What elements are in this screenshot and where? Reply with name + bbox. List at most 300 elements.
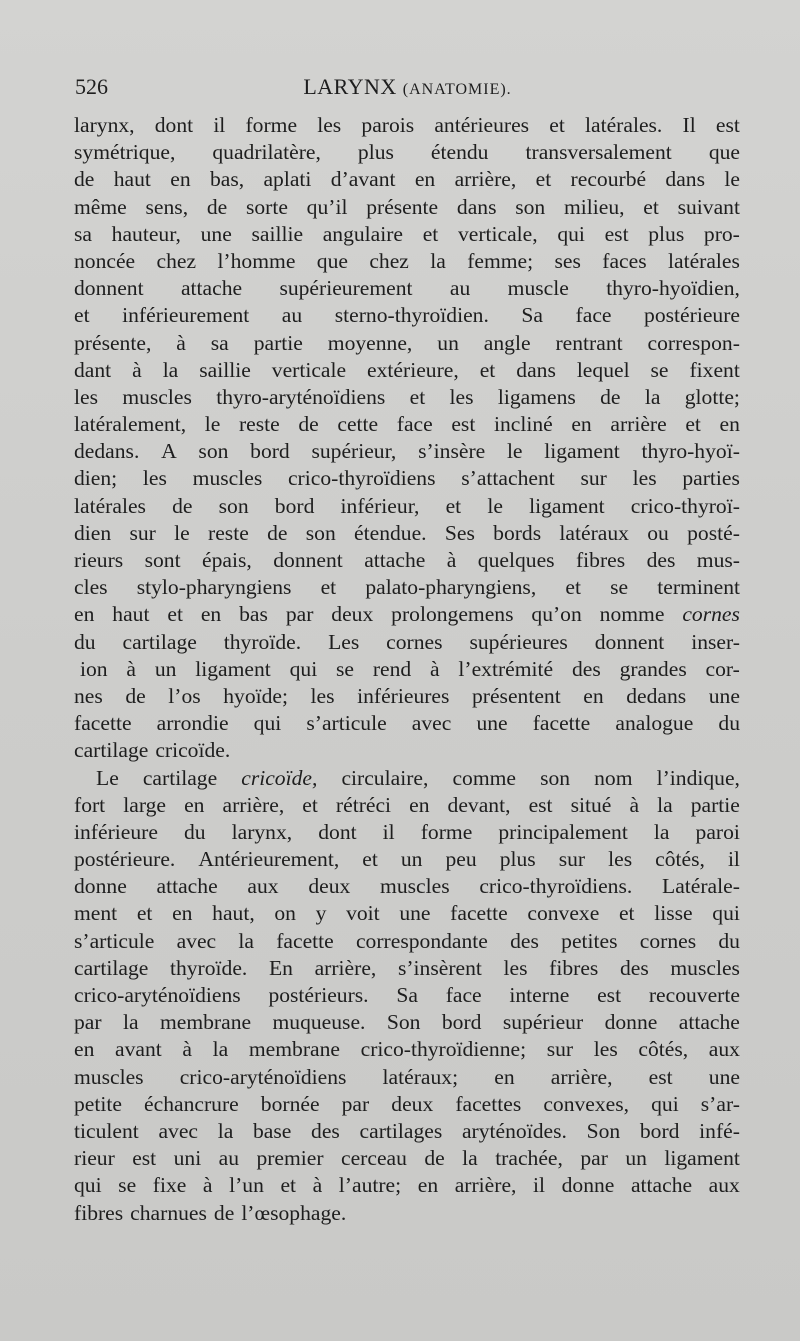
word: la bbox=[122, 1010, 139, 1035]
word: inférieure bbox=[74, 819, 158, 844]
text-line bbox=[74, 1036, 740, 1063]
word: de bbox=[424, 1146, 445, 1171]
word: grandes bbox=[619, 656, 687, 681]
word: et bbox=[362, 847, 378, 872]
text-line bbox=[74, 1145, 740, 1172]
word: en bbox=[417, 1173, 439, 1198]
word: donne bbox=[561, 1173, 615, 1198]
text-line bbox=[74, 1009, 740, 1036]
word: l’indique, bbox=[656, 765, 740, 790]
word: muscles bbox=[122, 384, 192, 409]
word: du bbox=[718, 928, 740, 953]
word: du bbox=[74, 629, 96, 654]
text-line bbox=[74, 302, 740, 329]
text-line bbox=[74, 520, 740, 547]
word: les bbox=[503, 955, 528, 980]
word: en bbox=[583, 683, 604, 708]
word: côtés, bbox=[655, 847, 705, 872]
word: en bbox=[719, 412, 740, 437]
word: partie bbox=[253, 330, 303, 355]
word: en bbox=[200, 602, 222, 627]
word: est bbox=[648, 1064, 673, 1089]
word: de bbox=[206, 194, 228, 219]
word: les bbox=[593, 1037, 618, 1062]
word: extérieure, bbox=[367, 357, 459, 382]
word: par bbox=[580, 1146, 608, 1171]
word: sa bbox=[74, 221, 92, 246]
word: quadrilatère, bbox=[212, 140, 321, 165]
word: à bbox=[629, 792, 640, 817]
word: cartilage bbox=[122, 629, 197, 654]
text-line bbox=[74, 384, 740, 411]
word: thyro-hyoï- bbox=[641, 439, 740, 464]
word: l’extrémité bbox=[458, 656, 554, 681]
word: plus bbox=[357, 140, 394, 165]
text-line bbox=[74, 166, 740, 193]
word: muscles bbox=[670, 955, 740, 980]
word: inférieurement bbox=[122, 303, 250, 328]
word: latéraux bbox=[559, 520, 629, 545]
word: convexes, bbox=[543, 1091, 630, 1116]
word: transversalement bbox=[525, 140, 672, 165]
word: et bbox=[685, 412, 701, 437]
word: latéralement, bbox=[74, 412, 187, 437]
word: muqueuse. bbox=[272, 1010, 366, 1035]
word: voit bbox=[346, 901, 380, 926]
word: rend bbox=[372, 656, 412, 681]
word: on bbox=[274, 901, 296, 926]
word: inférieur, bbox=[340, 493, 420, 518]
word: dien; bbox=[74, 466, 118, 491]
word: reste bbox=[208, 520, 249, 545]
word: cerceau bbox=[341, 1146, 407, 1171]
word: peu bbox=[445, 847, 477, 872]
word: postérieurs. bbox=[268, 983, 369, 1007]
word: les bbox=[310, 683, 335, 708]
word: plus bbox=[499, 847, 536, 872]
word: parties bbox=[682, 466, 740, 491]
word: suivant bbox=[677, 194, 740, 219]
word: larynx, bbox=[74, 113, 135, 137]
text-line bbox=[74, 411, 740, 438]
word: qui bbox=[289, 656, 318, 681]
word: angle bbox=[483, 330, 531, 355]
word: crico-thyroïdiens. bbox=[479, 874, 633, 899]
word: est bbox=[132, 1146, 157, 1171]
word: les bbox=[74, 384, 98, 409]
word: échancrure bbox=[144, 1091, 239, 1116]
text-line bbox=[74, 765, 740, 792]
word: crico-aryténoïdiens bbox=[74, 983, 241, 1007]
word: s’attachent bbox=[461, 466, 555, 491]
text-line bbox=[74, 221, 740, 248]
word: la bbox=[162, 357, 179, 382]
word: par bbox=[341, 1091, 370, 1116]
word: est bbox=[604, 221, 629, 246]
word: muscles bbox=[192, 466, 263, 491]
word: dont bbox=[318, 819, 357, 844]
word: du bbox=[718, 711, 740, 736]
word: Le bbox=[96, 765, 119, 790]
text-line bbox=[74, 792, 740, 819]
word: Sa bbox=[396, 983, 418, 1007]
word: posté- bbox=[687, 520, 740, 545]
word: interne bbox=[509, 983, 570, 1007]
word: qui bbox=[651, 1091, 679, 1116]
word: inférieures bbox=[357, 683, 450, 708]
word: petites bbox=[561, 928, 618, 953]
word: une bbox=[708, 683, 740, 708]
word: il bbox=[533, 1173, 546, 1198]
word: en bbox=[172, 901, 193, 926]
word: sens, bbox=[145, 194, 189, 219]
word: supérieur bbox=[502, 1010, 584, 1035]
word: et bbox=[409, 384, 426, 409]
word: Il bbox=[682, 113, 696, 137]
text-line bbox=[74, 357, 740, 384]
word: ligamens bbox=[497, 384, 576, 409]
word: arrière bbox=[610, 412, 667, 437]
text-line bbox=[74, 547, 740, 574]
word: nomme bbox=[599, 602, 665, 627]
word: cles bbox=[74, 575, 108, 600]
word: face bbox=[575, 303, 612, 328]
word: principalement bbox=[498, 819, 628, 844]
word: forme bbox=[420, 819, 473, 844]
word: et bbox=[280, 1173, 297, 1198]
word: haut, bbox=[212, 901, 255, 926]
word: et bbox=[320, 575, 337, 600]
text-line bbox=[74, 493, 740, 520]
word: et bbox=[74, 303, 90, 328]
text-line bbox=[74, 601, 740, 628]
word: cornes bbox=[682, 602, 740, 627]
word: aux bbox=[708, 1037, 740, 1062]
word: donne bbox=[74, 874, 127, 899]
word: deux bbox=[391, 1091, 434, 1116]
word: fibres bbox=[575, 548, 626, 572]
word: thyroïde. bbox=[223, 629, 302, 654]
word: rentrant bbox=[555, 330, 623, 355]
word: avec bbox=[411, 711, 452, 736]
word: côtés, bbox=[638, 1037, 689, 1062]
word: aux bbox=[247, 874, 279, 899]
word: membrane bbox=[248, 1037, 340, 1062]
word: une bbox=[399, 901, 431, 926]
word: s’articule bbox=[74, 928, 155, 953]
word: dien bbox=[74, 520, 112, 545]
word: les bbox=[632, 466, 657, 491]
word: le bbox=[506, 439, 523, 464]
word: faces bbox=[602, 248, 647, 273]
word: même bbox=[74, 194, 127, 219]
word: l’un bbox=[229, 1173, 264, 1198]
word: le bbox=[174, 520, 190, 545]
word: sa bbox=[210, 330, 229, 355]
word: saillie bbox=[199, 357, 251, 382]
text-line bbox=[74, 275, 740, 302]
word: analogue bbox=[615, 711, 694, 736]
body-text bbox=[74, 112, 740, 1227]
word: latérales bbox=[667, 248, 740, 273]
word: arrondie bbox=[156, 711, 229, 736]
word: bord bbox=[441, 1010, 482, 1035]
word: verticale bbox=[271, 357, 347, 382]
word: étendu bbox=[430, 140, 489, 165]
word: sur bbox=[129, 520, 156, 545]
word: attache bbox=[678, 1010, 740, 1035]
word: muscle bbox=[507, 276, 569, 301]
word: recouverte bbox=[648, 983, 740, 1007]
word: nom bbox=[594, 765, 633, 790]
word: et bbox=[549, 113, 565, 137]
word: stylo-pharyngiens bbox=[136, 575, 292, 600]
word: A bbox=[161, 439, 177, 464]
word: à bbox=[132, 357, 142, 382]
word: facette bbox=[74, 711, 132, 736]
word: saillie bbox=[251, 221, 304, 246]
word: ticulent bbox=[74, 1118, 139, 1143]
word: attache bbox=[364, 548, 426, 572]
word: ion bbox=[80, 656, 108, 681]
word: petite bbox=[74, 1091, 122, 1116]
word: en bbox=[494, 1064, 515, 1089]
word: est bbox=[597, 983, 622, 1007]
word: bas, bbox=[209, 167, 245, 192]
word: se bbox=[118, 1173, 137, 1198]
word: hauteur, bbox=[111, 221, 181, 246]
word: dans bbox=[456, 194, 497, 219]
word: avec bbox=[158, 1118, 199, 1143]
text-line bbox=[74, 819, 740, 846]
word: trachée, bbox=[495, 1146, 563, 1171]
word: aux bbox=[708, 1173, 740, 1198]
word: en bbox=[74, 602, 95, 627]
word: hyoïde; bbox=[223, 683, 288, 708]
word: partie bbox=[690, 792, 740, 817]
word: rieurs bbox=[74, 548, 124, 572]
word: infé- bbox=[699, 1118, 740, 1143]
word: cricoïde, bbox=[241, 765, 318, 790]
word: et bbox=[136, 901, 153, 926]
word: est bbox=[528, 792, 553, 817]
word: paroi bbox=[695, 819, 740, 844]
word: la bbox=[212, 1037, 229, 1062]
word: haut bbox=[113, 167, 151, 192]
word: un bbox=[437, 330, 459, 355]
word: supérieurement bbox=[279, 276, 413, 301]
word: la bbox=[462, 1146, 478, 1171]
word: la bbox=[644, 384, 661, 409]
word: angulaire bbox=[322, 221, 404, 246]
word: se bbox=[610, 575, 629, 600]
word: Les bbox=[328, 629, 360, 654]
word: attache bbox=[180, 276, 243, 301]
word: ligament bbox=[664, 1146, 740, 1171]
word: cornes bbox=[639, 928, 697, 953]
word: son bbox=[540, 765, 571, 790]
word: cornes bbox=[386, 629, 443, 654]
word: avant bbox=[115, 1037, 162, 1062]
word: la bbox=[657, 792, 673, 817]
word: son bbox=[218, 493, 249, 518]
word: ses bbox=[554, 248, 581, 273]
word: muscles bbox=[380, 874, 450, 899]
word: la bbox=[217, 1118, 234, 1143]
page-header bbox=[75, 72, 740, 106]
word: et bbox=[479, 357, 496, 382]
word: forme bbox=[245, 113, 298, 137]
word: supérieures bbox=[469, 629, 568, 654]
word: convexe bbox=[527, 901, 600, 926]
word: en bbox=[414, 167, 436, 192]
word: un bbox=[625, 1146, 647, 1171]
word: de bbox=[125, 683, 146, 708]
text-line bbox=[74, 629, 740, 656]
word: un bbox=[400, 847, 423, 872]
word: une bbox=[476, 711, 508, 736]
text-line bbox=[74, 846, 740, 873]
word: charnues bbox=[130, 1200, 207, 1225]
word: arrière, bbox=[454, 1173, 517, 1198]
word: l’homme bbox=[217, 248, 296, 273]
word: cricoïde. bbox=[155, 738, 231, 763]
word: quelques bbox=[477, 548, 555, 572]
word: donnent bbox=[594, 629, 665, 654]
word: glotte; bbox=[684, 384, 740, 409]
word: cor- bbox=[705, 656, 740, 681]
word: qui bbox=[557, 221, 585, 246]
word: chez bbox=[369, 248, 409, 273]
text-line bbox=[74, 465, 740, 492]
word: large bbox=[123, 792, 167, 817]
word: fort bbox=[74, 792, 106, 817]
word: correspon- bbox=[647, 330, 740, 355]
text-line bbox=[74, 1172, 740, 1199]
word: sterno-thyroïdien. bbox=[334, 303, 489, 328]
word: s’articule bbox=[306, 711, 387, 736]
word: facettes bbox=[455, 1091, 522, 1116]
word: des bbox=[619, 955, 649, 980]
word: chez bbox=[156, 248, 197, 273]
word: aplati bbox=[263, 167, 312, 192]
word: facette bbox=[450, 901, 508, 926]
word: bornée bbox=[260, 1091, 320, 1116]
word: situé bbox=[570, 792, 612, 817]
word: latérales. bbox=[585, 113, 663, 137]
word: à bbox=[446, 548, 457, 572]
word: Latérale- bbox=[662, 874, 740, 899]
word: étendue. bbox=[354, 520, 427, 545]
text-line bbox=[74, 330, 740, 357]
word: inser- bbox=[691, 629, 740, 654]
word: et bbox=[618, 901, 635, 926]
word: donne bbox=[604, 1010, 658, 1035]
word: du bbox=[183, 819, 206, 844]
text-line bbox=[74, 574, 740, 601]
word: face bbox=[396, 412, 433, 437]
word: base bbox=[252, 1118, 292, 1143]
word: au bbox=[281, 303, 303, 328]
word: deux bbox=[331, 602, 374, 627]
word: postérieure. bbox=[74, 847, 176, 872]
word: crico-aryténoïdiens bbox=[179, 1064, 347, 1089]
word: dans bbox=[665, 167, 705, 192]
word: que bbox=[708, 140, 740, 165]
word: dant bbox=[74, 357, 112, 382]
word: latérales bbox=[74, 493, 146, 518]
word: thyroïde. bbox=[169, 955, 248, 980]
word: de bbox=[600, 384, 621, 409]
word: l’os bbox=[168, 683, 201, 708]
word: qu’on bbox=[531, 602, 582, 627]
word: en bbox=[409, 792, 430, 817]
word: des bbox=[571, 656, 601, 681]
text-line bbox=[74, 1091, 740, 1118]
word: bas bbox=[239, 602, 268, 627]
word: symétrique, bbox=[74, 140, 176, 165]
word: thyro-aryténoïdiens bbox=[216, 384, 386, 409]
word: bords bbox=[493, 520, 542, 545]
page-number: 526 bbox=[75, 74, 108, 99]
text-line bbox=[74, 710, 740, 737]
word: qui bbox=[712, 901, 740, 926]
word: arrière, bbox=[550, 1064, 613, 1089]
word: et bbox=[643, 194, 659, 219]
word: il bbox=[213, 113, 226, 137]
word: pro- bbox=[703, 221, 740, 246]
word: qu’il bbox=[306, 194, 348, 219]
word: facette bbox=[532, 711, 591, 736]
word: à bbox=[126, 656, 136, 681]
word: thyro-hyoïdien, bbox=[606, 276, 740, 301]
word: circulaire, bbox=[341, 765, 429, 790]
word: les bbox=[317, 113, 342, 137]
word: de bbox=[298, 412, 319, 437]
word: donnent bbox=[273, 548, 343, 572]
word: latéraux; bbox=[382, 1064, 459, 1089]
word: l’œsophage. bbox=[241, 1200, 347, 1225]
word: de bbox=[172, 493, 193, 518]
word: il bbox=[727, 847, 740, 872]
word: de bbox=[74, 167, 95, 192]
word: recourbé bbox=[570, 167, 647, 192]
word: premier bbox=[256, 1146, 324, 1171]
text-line bbox=[74, 112, 740, 139]
word: dedans bbox=[626, 683, 687, 708]
word: par bbox=[74, 1010, 102, 1035]
word: rétréci bbox=[335, 792, 392, 817]
word: son bbox=[198, 439, 229, 464]
word: cartilages bbox=[359, 1118, 443, 1143]
word: aryténoïdes. bbox=[461, 1118, 567, 1143]
word: se bbox=[336, 656, 354, 681]
running-head-subtitle: (ANATOMIE). bbox=[402, 81, 512, 98]
word: membrane bbox=[159, 1010, 252, 1035]
word: bord bbox=[250, 439, 290, 464]
word: une bbox=[708, 1064, 740, 1089]
word: dont bbox=[154, 113, 194, 137]
word: parois bbox=[361, 113, 415, 137]
word: plus bbox=[648, 221, 685, 246]
word: bord bbox=[274, 493, 315, 518]
word: est bbox=[715, 113, 740, 137]
word: fixe bbox=[152, 1173, 187, 1198]
word: crico-thyroïdienne; bbox=[360, 1037, 527, 1062]
text-line bbox=[74, 982, 740, 1009]
word: un bbox=[154, 656, 177, 681]
word: se bbox=[650, 357, 669, 382]
